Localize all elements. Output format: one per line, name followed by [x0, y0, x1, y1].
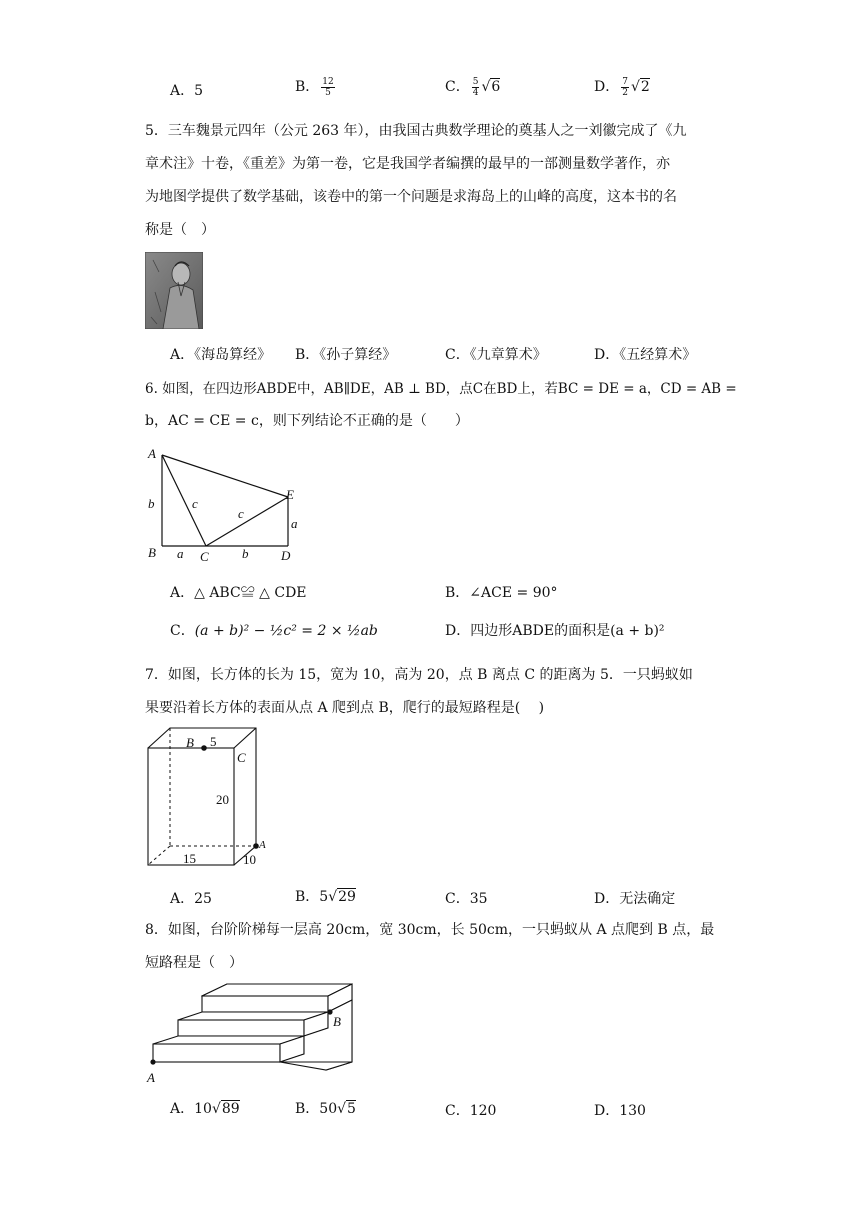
q8-option-a: A．10√89 — [170, 1101, 240, 1117]
q8-option-b-radicand: 5 — [347, 1101, 356, 1117]
q7-option-d: D．无法确定 — [594, 891, 676, 907]
q8-text-line1: 8．如图，台阶阶梯每一层高 20cm，宽 30cm，长 50cm，一只蚂蚁从 A 点爬到 B 点，最 — [145, 922, 715, 938]
q6-text-line1: 6. 如图，在四边形ABDE中，AB∥DE，AB ⊥ BD，点C在BD上，若BC = DE = a，CD = AB = — [145, 381, 737, 397]
q6-label-c-ce: c — [238, 506, 244, 521]
q8-point-a — [150, 1059, 155, 1064]
q7-label-b: B — [186, 735, 194, 750]
q7-option-c: C．35 — [445, 891, 488, 907]
q6-label-c-ac: c — [192, 496, 198, 511]
q7-label-fifteen: 15 — [183, 851, 196, 866]
q6-label-b-side: b — [148, 496, 155, 511]
q6-quadrilateral-figure — [140, 440, 310, 565]
q6-label-a-side: a — [291, 516, 298, 531]
liu-hui-portrait — [145, 252, 203, 329]
q7-option-a: A．25 — [170, 891, 212, 907]
q5-text-line4: 称是（ ） — [145, 222, 215, 238]
q8-stairs-figure — [140, 978, 365, 1088]
q4-option-c: C． $\frac{5}{4}$ √6 — [445, 76, 501, 98]
q8-option-b: B．50√5 — [295, 1101, 356, 1117]
q7-text-line2: 果要沿着长方体的表面从点 A 爬到点 B，爬行的最短路程是( ) — [145, 700, 545, 716]
q6-label-b: B — [148, 545, 156, 560]
q7-label-twenty: 20 — [216, 792, 229, 807]
q8-option-c: C．120 — [445, 1103, 497, 1119]
q7-point-a — [253, 843, 259, 849]
q7-text-line1: 7．如图，长方体的长为 15，宽为 10，高为 20，点 B 离点 C 的距离为 5．一只蚂蚁如 — [145, 667, 693, 683]
q5-text-line3: 为地图学提供了数学基础，该卷中的第一个问题是求海岛上的山峰的高度，这本书的名 — [145, 189, 677, 205]
q8-label-b: B — [333, 1014, 341, 1029]
q4-option-d: D． $\frac{7}{2}$ √2 — [594, 76, 650, 98]
q6-option-c-expression: (a + b)² − ½c² = 2 × ½ab — [194, 623, 378, 639]
q6-label-a-bottom: a — [177, 546, 184, 561]
q6-option-d: D．四边形ABDE的面积是(a + b)² — [445, 623, 665, 639]
q7-point-b — [201, 745, 207, 751]
q6-option-c-prefix: C． — [170, 623, 195, 639]
q8-label-a: A — [147, 1070, 155, 1085]
q7-cuboid-figure — [140, 722, 275, 872]
q8-option-a-radicand: 89 — [221, 1101, 240, 1117]
q7-label-c: C — [237, 750, 246, 765]
q4-option-b-prefix: B． — [295, 79, 320, 95]
q5-option-a: A．《海岛算经》 — [170, 347, 272, 363]
q8-option-b-prefix: B．50 — [295, 1101, 338, 1117]
q5-option-b: B．《孙子算经》 — [295, 347, 397, 363]
q4-option-c-radicand: 6 — [491, 79, 501, 95]
q4-option-b-num: 12 — [322, 76, 334, 87]
q4-option-b-fraction — [321, 77, 334, 98]
q8-option-d: D．130 — [594, 1103, 646, 1119]
q4-option-c-prefix: C． — [445, 79, 470, 95]
q6-label-b-bottom: b — [242, 546, 249, 561]
q8-option-a-prefix: A．10 — [170, 1101, 212, 1117]
q4-option-d-prefix: D． — [594, 79, 620, 95]
q7-option-b: B．5√29 — [295, 889, 356, 905]
q7-label-a: A — [259, 839, 266, 851]
q5-text-line1: 5．三车魏景元四年（公元 263 年），由我国古典数学理论的奠基人之一刘徽完成了《九 — [145, 123, 687, 139]
q6-label-a: A — [148, 446, 156, 461]
q6-text-line2: b，AC = CE = c，则下列结论不正确的是（ ） — [145, 413, 469, 429]
q7-option-b-radicand: 29 — [338, 889, 356, 905]
q6-option-c — [170, 620, 378, 640]
q6-label-c: C — [200, 549, 209, 564]
q4-option-d-radicand: 2 — [640, 79, 650, 95]
q4-option-b — [295, 76, 337, 98]
q4-option-a: A．5 — [170, 83, 204, 99]
q6-label-e: E — [286, 487, 294, 502]
q6-option-b: B．∠ACE = 90° — [445, 585, 558, 601]
q7-label-five: 5 — [210, 734, 217, 749]
q4-option-d-fraction — [621, 77, 629, 98]
q7-label-ten: 10 — [243, 852, 256, 867]
q5-option-c: C．《九章算术》 — [445, 347, 547, 363]
q4-option-c-num: 5 — [472, 76, 479, 87]
q5-option-d: D．《五经算术》 — [594, 347, 697, 363]
q4-option-c-fraction — [472, 77, 480, 98]
q6-option-a: A．△ ABC≌ △ CDE — [170, 585, 307, 601]
q4-option-c-den: 4 — [472, 87, 479, 98]
q8-point-b — [327, 1009, 332, 1014]
q4-option-b-den: 5 — [325, 87, 331, 98]
q6-label-d: D — [281, 548, 291, 563]
q4-option-d-num: 7 — [622, 76, 628, 87]
q5-text-line2: 章术注》十卷，《重差》为第一卷，它是我国学者编撰的最早的一部测量数学著作，亦 — [145, 156, 670, 172]
q7-option-b-prefix: B．5 — [295, 889, 329, 905]
q8-text-line2: 短路程是（ ） — [145, 955, 243, 971]
q4-option-d-den: 2 — [622, 87, 628, 98]
